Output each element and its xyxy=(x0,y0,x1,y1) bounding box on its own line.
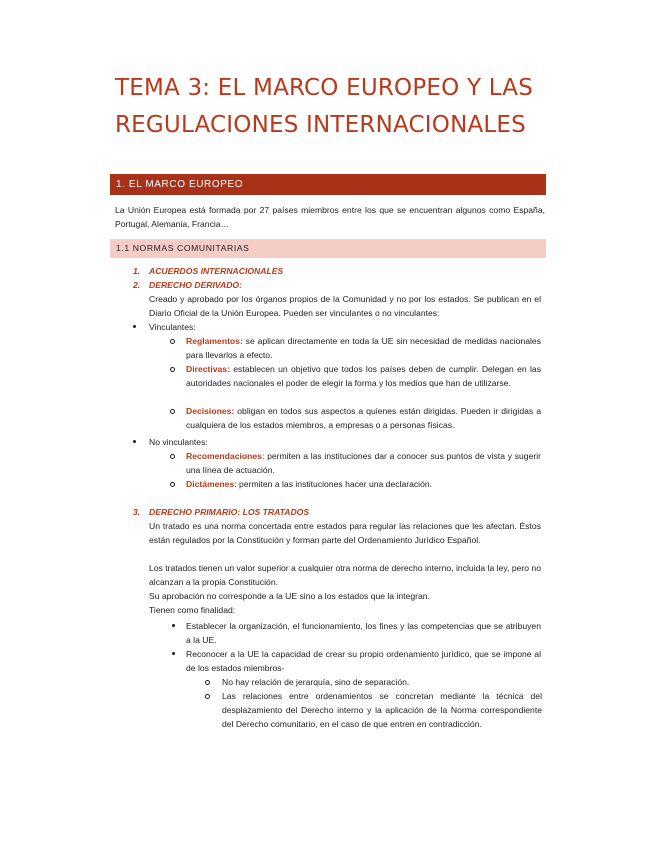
item-number: 2. xyxy=(133,280,141,290)
circle-bullet-icon xyxy=(170,454,175,459)
tratados-paragraph-1: Un tratado es una norma concertada entre estados para regular las relaciones que les afectan. Éstos están regulados por la Constitución y forman parte del Ordenamiento Jurídico Español. xyxy=(149,521,541,545)
finalidad-item-2: Reconocer a la UE la capacidad de crear su propio ordenamiento jurídico, que se impone al de los estados miembros- xyxy=(186,649,541,673)
bullet-icon xyxy=(133,440,136,443)
decisiones-term: Decisiones: xyxy=(186,406,235,416)
bullet-icon xyxy=(172,624,175,627)
bullet-icon xyxy=(172,652,175,655)
bullet-icon xyxy=(133,325,136,328)
directivas-text: establecen un objetivo que todos los países deben de cumplir. Delegan en las autoridades nacionales el poder de elegir la forma y los medios que han de utilizarse. xyxy=(186,364,541,388)
item-heading-derecho-derivado: DERECHO DERIVADO: xyxy=(149,280,242,290)
circle-bullet-icon xyxy=(170,339,175,344)
dictamenes-text: : permiten a las instituciones hacer una declaración. xyxy=(234,479,433,489)
subsection-heading: 1.1 NORMAS COMUNITARIAS xyxy=(110,239,546,258)
circle-bullet-icon xyxy=(205,680,210,685)
tratados-paragraph-4: Tienen como finalidad: xyxy=(149,605,236,615)
dictamenes-item xyxy=(186,477,541,491)
finalidad-item-1: Establecer la organización, el funcionamiento, los fines y las competencias que se atribuyen a la UE. xyxy=(186,621,541,645)
circle-bullet-icon xyxy=(205,694,210,699)
recomendaciones-term: Recomendaciones xyxy=(186,451,262,461)
reglamentos-item xyxy=(186,334,541,362)
finalidad-subitem-1: No hay relación de jerarquía, sino de separación. xyxy=(222,677,410,687)
recomendaciones-item xyxy=(186,449,541,477)
item-number: 1. xyxy=(133,266,141,276)
circle-bullet-icon xyxy=(170,482,175,487)
item-heading-acuerdos: ACUERDOS INTERNACIONALES xyxy=(149,266,284,276)
no-vinculantes-label: No vinculantes: xyxy=(149,437,208,447)
reglamentos-text: se aplican directamente en toda la UE sin necesidad de medidas nacionales para llevarlos a efecto. xyxy=(186,336,541,360)
decisiones-item xyxy=(186,404,541,432)
document-title: TEMA 3: EL MARCO EUROPEO Y LAS REGULACIONES INTERNACIONALES xyxy=(115,75,534,138)
recomendaciones-text: : permiten a las instituciones dar a conocer sus puntos de vista y sugerir una línea de actuación. xyxy=(186,451,541,475)
item-heading-derecho-primario: DERECHO PRIMARIO: LOS TRATADOS xyxy=(149,507,310,517)
reglamentos-term: Reglamentos: xyxy=(186,336,243,346)
decisiones-text: obligan en todos sus aspectos a quienes están dirigidas. Pueden ir dirigidas a cualquiera de los estados miembros, a empresas o a personas físicas. xyxy=(186,406,541,430)
circle-bullet-icon xyxy=(170,367,175,372)
intro-paragraph: La Unión Europea está formada por 27 países miembros entre los que se encuentran algunos como España, Portugal, Alemania, Francia… xyxy=(115,205,545,229)
item-number: 3. xyxy=(133,507,141,517)
directivas-item xyxy=(186,362,541,390)
tratados-paragraph-2: Los tratados tienen un valor superior a cualquier otra norma de derecho interno, incluida la ley, pero no alcanzan a la propia Constitución. xyxy=(149,563,541,587)
vinculantes-label: Vinculantes: xyxy=(149,322,196,332)
dictamenes-term: Dictámenes xyxy=(186,479,235,489)
section-heading: 1. EL MARCO EUROPEO xyxy=(110,174,546,195)
derecho-derivado-paragraph: Creado y aprobado por los órganos propios de la Comunidad y no por los estados. Se publican en el Diario Oficial de la Unión Europea. Pueden ser vinculantes o no vinculantes: xyxy=(149,294,541,318)
tratados-paragraph-3: Su aprobación no corresponde a la UE sino a los estados que la integran. xyxy=(149,591,430,601)
circle-bullet-icon xyxy=(170,409,175,414)
finalidad-subitem-2: Las relaciones entre ordenamientos se concretan mediante la técnica del desplazamiento del Derecho interno y la aplicación de la Norma correspondiente del Derecho comunitario, en el caso de que entren en contradicción. xyxy=(222,691,542,729)
directivas-term: Directivas: xyxy=(186,364,230,374)
